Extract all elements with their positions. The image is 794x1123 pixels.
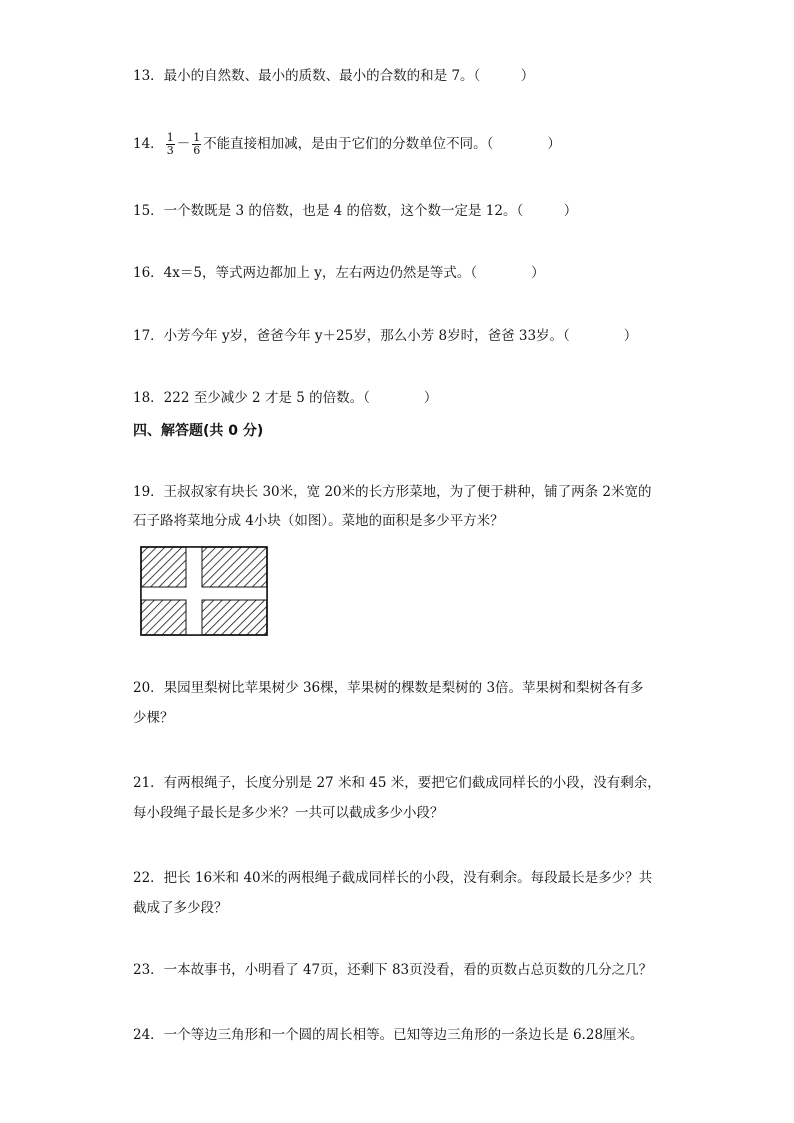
- question-18: 18．222 至少减少 2 才是 5 的倍数。（ ）: [133, 390, 438, 406]
- question-14-number: 14．: [133, 136, 164, 152]
- vegetable-plot-figure: [140, 546, 268, 640]
- fraction-numerator: 1: [166, 131, 174, 144]
- question-14-text: 不能直接相加减，是由于它们的分数单位不同。（ ）: [203, 136, 561, 152]
- plot-diagram: [140, 546, 268, 636]
- fraction-denominator: 3: [166, 144, 174, 157]
- question-13: 13．最小的自然数、最小的质数、最小的合数的和是 7。（ ）: [133, 68, 535, 84]
- fraction-one-third: [166, 132, 175, 157]
- question-16: 16．4x＝5，等式两边都加上 y，左右两边仍然是等式。（ ）: [133, 265, 545, 281]
- question-20-line2: 少棵？: [133, 710, 174, 726]
- question-21-line2: 每小段绳子最长是多少米？一共可以截成多少小段？: [133, 805, 444, 821]
- fraction-denominator: 6: [193, 144, 201, 157]
- fraction-one-sixth: [192, 132, 201, 157]
- question-17: 17．小芳今年 y岁，爸爸今年 y＋25岁，那么小芳 8岁时，爸爸 33岁。（ ）: [133, 328, 638, 344]
- fraction-numerator: 1: [193, 131, 201, 144]
- question-21-line1: 21．有两根绳子，长度分别是 27 米和 45 米，要把它们截成同样长的小段，没有剩余，: [133, 775, 661, 791]
- question-22-line2: 截成了多少段？: [133, 900, 228, 916]
- question-24: 24．一个等边三角形和一个圆的周长相等。已知等边三角形的一条边长是 6.28厘米。: [133, 1027, 644, 1043]
- question-19-line2: 石子路将菜地分成 4小块（如图）。菜地的面积是多少平方米？: [133, 513, 504, 529]
- question-23: 23．一本故事书，小明看了 47页，还剩下 83页没看，看的页数占总页数的几分之几？: [133, 962, 653, 978]
- question-20-line1: 20．果园里梨树比苹果树少 36棵，苹果树的棵数是梨树的 3倍。苹果树和梨树各有多: [133, 680, 644, 696]
- question-22-line1: 22．把长 16米和 40米的两根绳子截成同样长的小段，没有剩余。每段最长是多少？共: [133, 870, 653, 886]
- horizontal-path: [141, 587, 267, 600]
- minus-sign: －: [176, 136, 191, 152]
- section-title: 四、解答题(共 0 分): [133, 423, 264, 439]
- question-19-line1: 19．王叔叔家有块长 30米，宽 20米的长方形菜地，为了便于耕种，铺了两条 2米宽的: [133, 484, 652, 500]
- question-15: 15．一个数既是 3 的倍数，也是 4 的倍数，这个数一定是 12。（ ）: [133, 203, 578, 219]
- question-14: [133, 132, 561, 157]
